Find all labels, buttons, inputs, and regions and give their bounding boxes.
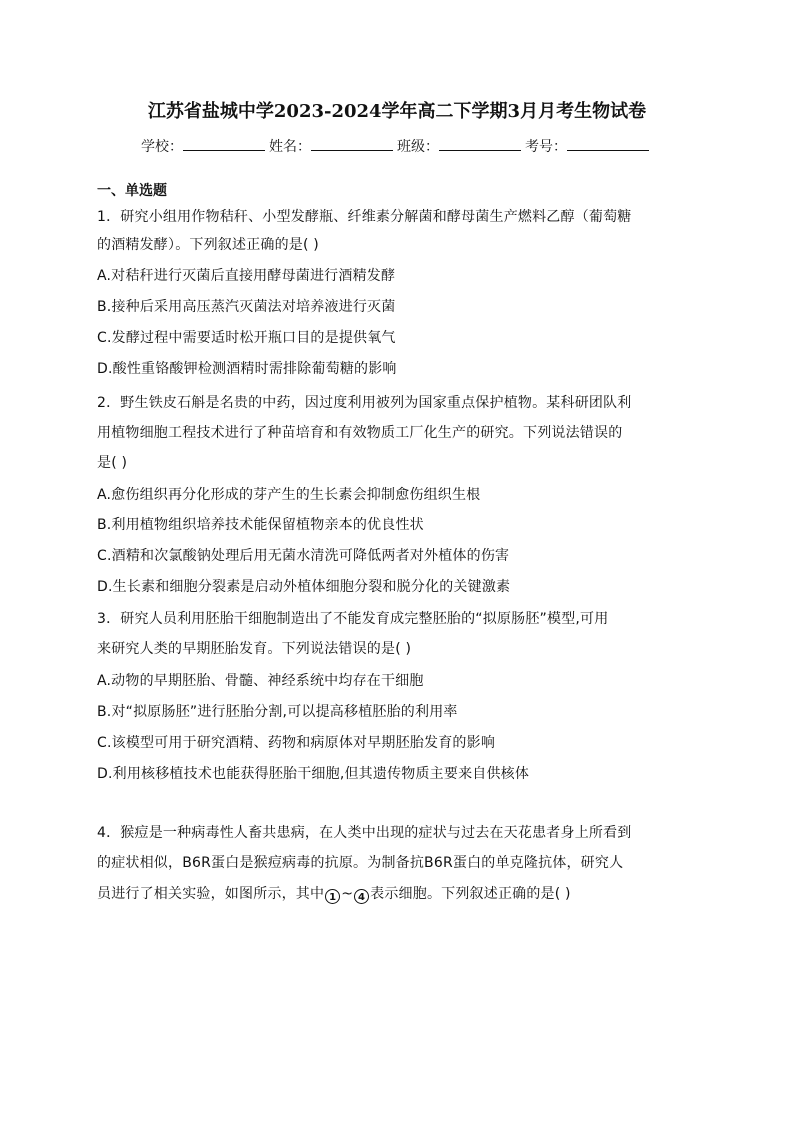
q1-option-b: B.接种后采用高压蒸汽灭菌法对培养液进行灭菌 (97, 299, 396, 315)
q3-stem-line1: 3．研究人员利用胚胎干细胞制造出了不能发育成完整胚胎的“拟原肠胚”模型,可用 (97, 611, 609, 627)
circled-number-1: 1 (325, 889, 340, 904)
q3-option-c: C.该模型可用于研究酒精、药物和病原体对早期胚胎发育的影响 (97, 735, 496, 751)
q2-stem-line1: 2．野生铁皮石斛是名贵的中药，因过度利用被列为国家重点保护植物。某科研团队利 (97, 395, 632, 411)
q3-option-b: B.对“拟原肠胚”进行胚胎分割,可以提高移植胚胎的利用率 (97, 704, 458, 720)
circled-number-4: 4 (354, 889, 369, 904)
q1-option-d: D.酸性重铬酸钾检测酒精时需排除葡萄糖的影响 (97, 361, 397, 377)
name-blank[interactable] (311, 136, 393, 151)
q1-option-c: C.发酵过程中需要适时松开瓶口目的是提供氧气 (97, 330, 396, 346)
q2-option-b: B.利用植物组织培养技术能保留植物亲本的优良性状 (97, 517, 424, 533)
q2-stem-line2: 用植物细胞工程技术进行了种苗培育和有效物质工厂化生产的研究。下列说法错误的 (97, 425, 623, 441)
section-heading: 一、单选题 (97, 183, 167, 199)
q2-stem-line3: 是( ) (97, 455, 128, 471)
q4-stem-line2: 的症状相似，B6R蛋白是猴痘病毒的抗原。为制备抗B6R蛋白的单克隆抗体，研究人 (97, 855, 624, 871)
q1-stem-line2: 的酒精发酵）。下列叙述正确的是( ) (97, 237, 319, 253)
exam-title: 江苏省盐城中学2023-2024学年高二下学期3月月考生物试卷 (147, 101, 647, 122)
class-blank[interactable] (439, 136, 521, 151)
exam-no-blank[interactable] (567, 136, 649, 151)
q3-option-d: D.利用核移植技术也能获得胚胎干细胞,但其遗传物质主要来自供核体 (97, 766, 530, 782)
school-label: 学校： (141, 139, 183, 155)
q3-option-a: A.动物的早期胚胎、骨髓、神经系统中均存在干细胞 (97, 673, 424, 689)
school-blank[interactable] (183, 136, 265, 151)
q4-stem-line3-end: 表示细胞。下列叙述正确的是( ) (370, 886, 571, 902)
q4-stem-line3-start: 员进行了相关实验，如图所示，其中 (97, 886, 325, 902)
range-separator: ~ (341, 886, 354, 902)
q1-option-a: A.对秸秆进行灭菌后直接用酵母菌进行酒精发酵 (97, 268, 396, 284)
q2-option-c: C.酒精和次氯酸钠处理后用无菌水清洗可降低两者对外植体的伤害 (97, 548, 510, 564)
student-info-row (0, 136, 794, 157)
q4-stem-line1: 4．猴痘是一种病毒性人畜共患病，在人类中出现的症状与过去在天花患者身上所看到 (97, 825, 632, 841)
q3-stem-line2: 来研究人类的早期胚胎发育。下列说法错误的是( ) (97, 641, 412, 657)
q1-stem-line1: 1．研究小组用作物秸秆、小型发酵瓶、纤维素分解菌和酵母菌生产燃料乙醇（葡萄糖 (97, 209, 632, 225)
q2-option-d: D.生长素和细胞分裂素是启动外植体细胞分裂和脱分化的关键激素 (97, 579, 511, 595)
q4-stem-line3 (97, 884, 697, 904)
exam-no-label: 考号： (525, 139, 567, 155)
class-label: 班级： (397, 139, 439, 155)
name-label: 姓名： (269, 139, 311, 155)
q2-option-a: A.愈伤组织再分化形成的芽产生的生长素会抑制愈伤组织生根 (97, 487, 481, 503)
